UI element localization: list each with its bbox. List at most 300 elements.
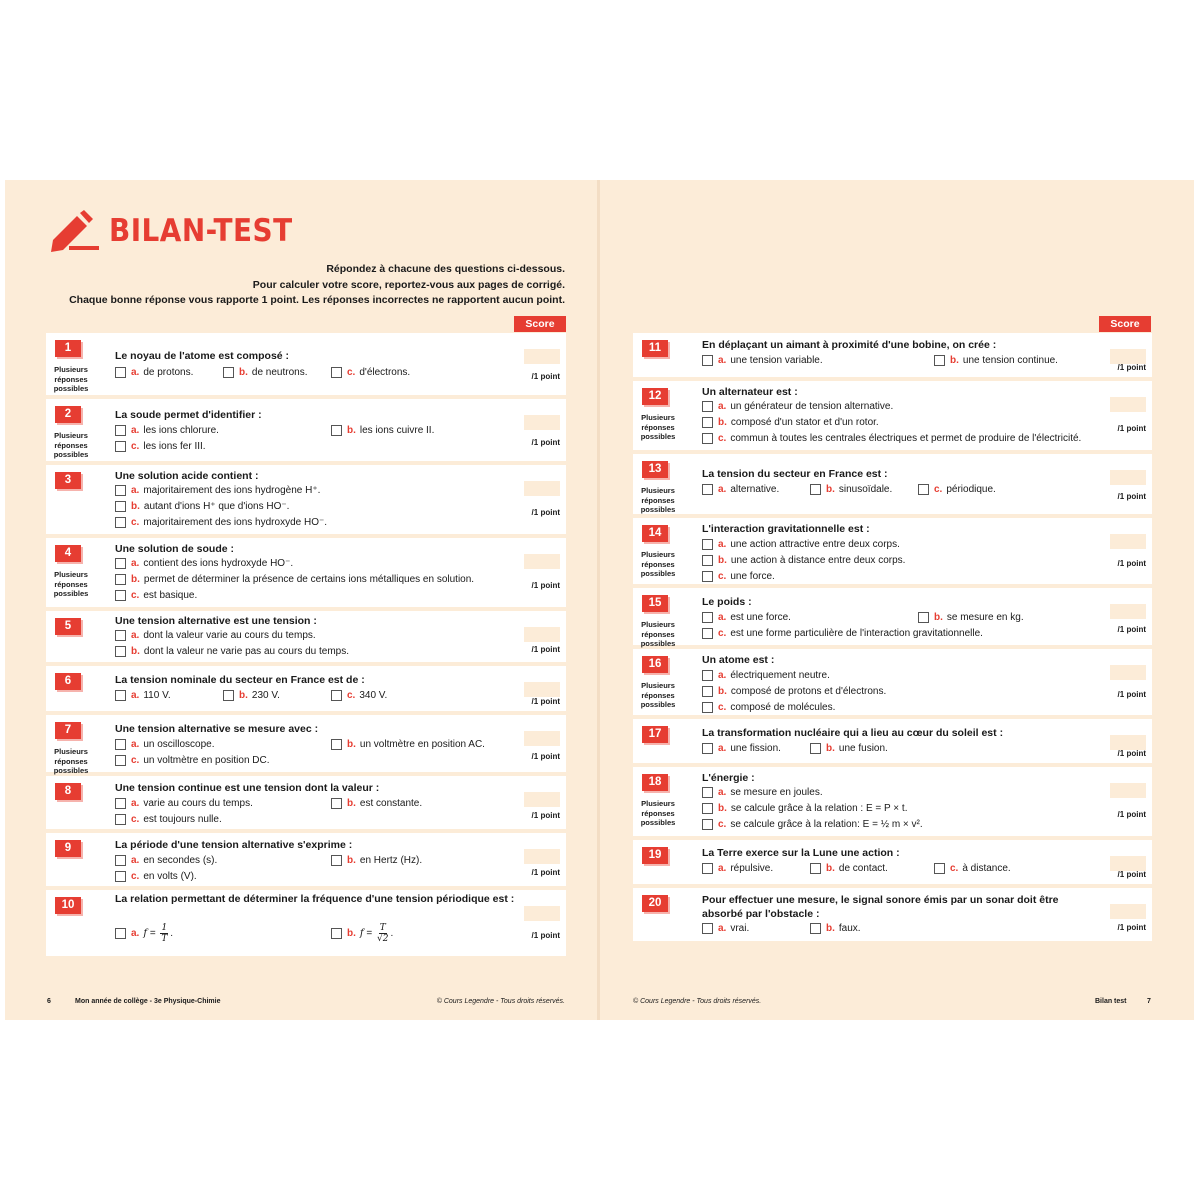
- answer-option: [115, 441, 206, 452]
- option-text: électriquement neutre.: [730, 670, 830, 681]
- answer-option: [115, 367, 193, 378]
- question-row: [633, 381, 1152, 450]
- answer-checkbox[interactable]: [934, 863, 945, 874]
- point-label: /1 point: [531, 810, 560, 820]
- answer-checkbox[interactable]: [115, 517, 126, 528]
- answer-option: [115, 923, 173, 944]
- point-label: /1 point: [531, 867, 560, 877]
- option-text: est toujours nulle.: [143, 814, 222, 825]
- instruction-line: Pour calculer votre score, reportez-vous aux pages de corrigé.: [252, 278, 565, 291]
- question-row: [46, 538, 566, 607]
- answer-option: [702, 401, 893, 412]
- option-text: à distance.: [962, 863, 1011, 874]
- question-text: La transformation nucléaire qui a lieu au cœur du soleil est :: [702, 727, 1004, 739]
- answer-option: [115, 501, 289, 512]
- option-text: dont la valeur ne varie pas au cours du temps.: [143, 646, 350, 657]
- answer-checkbox[interactable]: [810, 863, 821, 874]
- answer-option: [331, 855, 422, 866]
- option-letter: b.: [950, 355, 959, 366]
- option-text: les ions fer III.: [143, 441, 206, 452]
- question-number: 2: [55, 406, 81, 423]
- question-number: 8: [55, 783, 81, 800]
- question-text: La tension nominale du secteur en France est de :: [115, 674, 365, 686]
- answer-option: [115, 485, 320, 496]
- answer-option: [331, 739, 485, 750]
- multiple-answers-note: Plusieurs réponses possibles: [640, 550, 676, 578]
- question-row: [633, 454, 1152, 514]
- answer-option: [115, 814, 222, 825]
- point-label: /1 point: [531, 372, 560, 381]
- score-input-box[interactable]: [524, 554, 560, 569]
- answer-checkbox[interactable]: [115, 501, 126, 512]
- question-row: [46, 465, 566, 534]
- answer-option: [702, 355, 823, 366]
- answer-checkbox[interactable]: [115, 928, 126, 939]
- answer-option: [331, 690, 387, 701]
- option-text: une fission.: [730, 743, 781, 754]
- answer-option: [331, 367, 410, 378]
- multiple-answers-note: Plusieurs réponses possibles: [640, 413, 676, 441]
- option-text: en Hertz (Hz).: [359, 855, 423, 866]
- option-letter: a.: [718, 401, 727, 412]
- option-letter: b.: [239, 690, 248, 701]
- answer-checkbox[interactable]: [702, 355, 713, 366]
- answer-option: [331, 798, 422, 809]
- question-number: 18: [642, 774, 668, 791]
- answer-checkbox[interactable]: [115, 441, 126, 452]
- question-row: [46, 333, 566, 395]
- question-row: [46, 666, 566, 711]
- answer-checkbox[interactable]: [810, 923, 821, 934]
- score-input-box[interactable]: [1110, 665, 1146, 680]
- answer-option: [702, 628, 983, 639]
- question-number: 13: [642, 461, 668, 478]
- answer-option: [115, 558, 293, 569]
- page-title: BILAN-TEST: [109, 213, 293, 249]
- option-letter: b.: [718, 803, 727, 814]
- answer-checkbox[interactable]: [331, 367, 342, 378]
- option-letter: b.: [934, 612, 943, 623]
- answer-checkbox[interactable]: [702, 433, 713, 444]
- option-letter: c.: [934, 484, 943, 495]
- answer-checkbox[interactable]: [918, 484, 929, 495]
- answer-option: [115, 755, 270, 766]
- option-text: un voltmètre en position DC.: [143, 755, 270, 766]
- answer-checkbox[interactable]: [702, 686, 713, 697]
- answer-checkbox[interactable]: [115, 558, 126, 569]
- option-text: contient des ions hydroxyde HO⁻.: [143, 558, 294, 569]
- option-text: une tension variable.: [730, 355, 823, 366]
- score-input-box[interactable]: [1110, 904, 1146, 919]
- answer-checkbox[interactable]: [702, 819, 713, 830]
- question-number: 17: [642, 726, 668, 743]
- question-row: [633, 649, 1152, 715]
- answer-checkbox[interactable]: [115, 690, 126, 701]
- answer-checkbox[interactable]: [115, 798, 126, 809]
- answer-checkbox[interactable]: [115, 646, 126, 657]
- point-label: /1 point: [1117, 749, 1146, 758]
- option-letter: a.: [718, 484, 727, 495]
- answer-checkbox[interactable]: [702, 555, 713, 566]
- question-text: Une tension alternative se mesure avec :: [115, 723, 319, 735]
- point-label: /1 point: [1117, 559, 1146, 568]
- score-input-box[interactable]: [524, 849, 560, 864]
- score-input-box[interactable]: [524, 906, 560, 921]
- option-letter: c.: [347, 367, 356, 378]
- question-text: Le noyau de l'atome est composé :: [115, 350, 290, 362]
- option-text: de protons.: [143, 367, 194, 378]
- point-label: /1 point: [1117, 492, 1146, 501]
- question-number: 10: [55, 897, 81, 914]
- option-text: majoritairement des ions hydroxyde HO⁻.: [143, 517, 328, 528]
- question-text: Un alternateur est :: [702, 386, 798, 398]
- option-text: majoritairement des ions hydrogène H⁺.: [143, 485, 321, 496]
- option-text: d'électrons.: [359, 367, 411, 378]
- question-text: Une solution acide contient :: [115, 470, 259, 482]
- answer-checkbox[interactable]: [702, 539, 713, 550]
- score-input-box[interactable]: [1110, 534, 1146, 549]
- question-row: [633, 719, 1152, 763]
- question-number: 5: [55, 618, 81, 635]
- answer-checkbox[interactable]: [115, 855, 126, 866]
- answer-checkbox[interactable]: [702, 743, 713, 754]
- option-letter: a.: [718, 863, 727, 874]
- question-number: 12: [642, 388, 668, 405]
- answer-checkbox[interactable]: [702, 670, 713, 681]
- answer-option: [702, 670, 830, 681]
- option-text: se calcule grâce à la relation : E = P × t.: [730, 803, 908, 814]
- answer-checkbox[interactable]: [702, 803, 713, 814]
- option-letter: b.: [718, 686, 727, 697]
- option-letter: a.: [718, 539, 727, 550]
- point-label: /1 point: [1117, 809, 1146, 819]
- answer-option: [702, 433, 1081, 444]
- option-letter: c.: [347, 690, 356, 701]
- option-text: 110 V.: [143, 690, 171, 701]
- question-row: [633, 840, 1152, 884]
- option-text: est basique.: [143, 590, 198, 601]
- option-text: les ions cuivre II.: [359, 425, 435, 436]
- answer-option: [810, 743, 888, 754]
- point-label: /1 point: [531, 438, 560, 447]
- answer-option: [702, 819, 923, 830]
- question-row: [46, 399, 566, 461]
- question-row: [633, 588, 1152, 648]
- answer-checkbox[interactable]: [702, 401, 713, 412]
- option-text: une tension continue.: [962, 355, 1058, 366]
- option-letter: b.: [718, 417, 727, 428]
- score-input-box[interactable]: [524, 731, 560, 746]
- answer-option: [702, 923, 749, 934]
- question-row: [46, 776, 566, 829]
- option-letter: c.: [718, 702, 727, 713]
- answer-checkbox[interactable]: [702, 702, 713, 713]
- answer-checkbox[interactable]: [115, 367, 126, 378]
- question-text: Pour effectuer une mesure, le signal sonore émis par un sonar doit être absorbé par l'obstacle :: [702, 894, 1059, 920]
- score-input-box[interactable]: [1110, 735, 1146, 750]
- option-letter: b.: [131, 501, 140, 512]
- footer-page-number: 7: [1147, 998, 1151, 1005]
- answer-checkbox[interactable]: [115, 871, 126, 882]
- question-row: [46, 890, 566, 956]
- option-text: une action attractive entre deux corps.: [730, 539, 900, 550]
- multiple-answers-note: Plusieurs réponses possibles: [640, 486, 676, 514]
- option-text: autant d'ions H⁺ que d'ions HO⁻.: [143, 501, 290, 512]
- question-number: 19: [642, 847, 668, 864]
- option-letter: a.: [131, 690, 140, 701]
- option-letter: b.: [347, 425, 356, 436]
- option-text: commun à toutes les centrales électriques et permet de produire de l'électricité.: [730, 433, 1082, 444]
- answer-option: [702, 686, 886, 697]
- instruction-line: Répondez à chacune des questions ci-dessous.: [326, 263, 565, 275]
- multiple-answers-note: Plusieurs réponses possibles: [53, 365, 89, 393]
- option-text: se mesure en joules.: [730, 787, 823, 798]
- option-text: une fusion.: [838, 743, 888, 754]
- answer-option: [810, 484, 892, 495]
- point-label: /1 point: [1117, 870, 1146, 879]
- score-input-box[interactable]: [524, 792, 560, 807]
- option-text: est une forme particulière de l'interaction gravitationnelle.: [730, 628, 983, 639]
- answer-option: [702, 863, 773, 874]
- answer-checkbox[interactable]: [331, 425, 342, 436]
- question-text: La période d'une tension alternative s'exprime :: [115, 839, 353, 851]
- footer-copyright: © Cours Legendre - Tous droits réservés.: [633, 998, 762, 1005]
- answer-checkbox[interactable]: [934, 355, 945, 366]
- option-letter: c.: [131, 590, 140, 601]
- question-text: La tension du secteur en France est :: [702, 468, 888, 480]
- option-text: un générateur de tension alternative.: [730, 401, 894, 412]
- title-block: [47, 210, 313, 252]
- point-label: /1 point: [531, 931, 560, 940]
- answer-checkbox[interactable]: [810, 743, 821, 754]
- answer-checkbox[interactable]: [810, 484, 821, 495]
- score-input-box[interactable]: [524, 415, 560, 430]
- answer-option: [115, 739, 215, 750]
- instruction-line: Chaque bonne réponse vous rapporte 1 point. Les réponses incorrectes ne rapportent aucun point.: [69, 294, 565, 306]
- answer-option: [702, 539, 900, 550]
- option-text: se calcule grâce à la relation: E = ½ m × v².: [730, 819, 923, 830]
- question-row: [633, 333, 1152, 377]
- option-letter: a.: [718, 923, 727, 934]
- option-letter: a.: [131, 425, 140, 436]
- question-number: 14: [642, 525, 668, 542]
- question-number: 6: [55, 673, 81, 690]
- option-letter: a.: [718, 670, 727, 681]
- score-input-box[interactable]: [524, 627, 560, 642]
- answer-checkbox[interactable]: [918, 612, 929, 623]
- score-input-box[interactable]: [1110, 397, 1146, 412]
- multiple-answers-note: Plusieurs réponses possibles: [640, 681, 676, 709]
- question-row: [46, 611, 566, 662]
- option-letter: c.: [131, 441, 140, 452]
- question-text: La Terre exerce sur la Lune une action :: [702, 847, 900, 859]
- multiple-answers-note: Plusieurs réponses possibles: [640, 620, 676, 648]
- option-letter: a.: [718, 355, 727, 366]
- answer-checkbox[interactable]: [702, 923, 713, 934]
- answer-option: [115, 517, 327, 528]
- answer-option: [115, 425, 219, 436]
- option-letter: c.: [718, 571, 727, 582]
- score-input-box[interactable]: [524, 481, 560, 496]
- answer-option: [115, 798, 253, 809]
- answer-option: [810, 863, 888, 874]
- answer-option: [115, 590, 197, 601]
- answer-checkbox[interactable]: [115, 630, 126, 641]
- option-text: sinusoïdale.: [838, 484, 893, 495]
- option-text: dont la valeur varie au cours du temps.: [143, 630, 316, 641]
- answer-option: [115, 574, 474, 585]
- option-letter: a.: [131, 798, 140, 809]
- answer-checkbox[interactable]: [702, 612, 713, 623]
- option-letter: c.: [718, 628, 727, 639]
- score-input-box[interactable]: [1110, 470, 1146, 485]
- question-number: 11: [642, 340, 668, 357]
- score-input-box[interactable]: [1110, 604, 1146, 619]
- question-text: En déplaçant un aimant à proximité d'une bobine, on crée :: [702, 339, 997, 351]
- answer-checkbox[interactable]: [702, 571, 713, 582]
- option-letter: c.: [131, 814, 140, 825]
- point-label: /1 point: [1117, 922, 1146, 932]
- answer-checkbox[interactable]: [331, 855, 342, 866]
- answer-checkbox[interactable]: [115, 814, 126, 825]
- option-text: de neutrons.: [251, 367, 308, 378]
- question-text: La relation permettant de déterminer la fréquence d'une tension périodique est :: [115, 893, 515, 905]
- option-letter: a.: [718, 743, 727, 754]
- option-letter: c.: [131, 871, 140, 882]
- option-text: les ions chlorure.: [143, 425, 219, 436]
- point-label: /1 point: [1117, 363, 1146, 372]
- question-number: 7: [55, 722, 81, 739]
- point-label: /1 point: [531, 507, 560, 517]
- question-row: [46, 715, 566, 775]
- answer-option: [702, 571, 775, 582]
- answer-checkbox[interactable]: [702, 863, 713, 874]
- question-list-right: [633, 333, 1152, 945]
- option-letter: a.: [131, 928, 140, 939]
- option-text: une force.: [730, 571, 775, 582]
- answer-checkbox[interactable]: [115, 485, 126, 496]
- answer-option: [115, 690, 171, 701]
- question-text: L'interaction gravitationnelle est :: [702, 523, 870, 535]
- option-letter: a.: [131, 367, 140, 378]
- answer-option: [702, 743, 781, 754]
- question-number: 16: [642, 656, 668, 673]
- option-text: composé de molécules.: [730, 702, 836, 713]
- answer-checkbox[interactable]: [702, 628, 713, 639]
- option-letter: b.: [826, 743, 835, 754]
- answer-checkbox[interactable]: [115, 574, 126, 585]
- point-label: /1 point: [1117, 624, 1146, 634]
- option-letter: a.: [131, 739, 140, 750]
- option-text: se mesure en kg.: [946, 612, 1024, 623]
- answer-option: [331, 425, 434, 436]
- answer-checkbox[interactable]: [115, 590, 126, 601]
- score-tag: Score: [514, 316, 566, 332]
- option-text: en volts (V).: [143, 871, 197, 882]
- question-number: 4: [55, 545, 81, 562]
- answer-checkbox[interactable]: [223, 367, 234, 378]
- question-text: Le poids :: [702, 596, 752, 608]
- point-label: /1 point: [531, 751, 560, 761]
- option-letter: b.: [239, 367, 248, 378]
- score-input-box[interactable]: [1110, 349, 1146, 364]
- question-text: Une solution de soude :: [115, 543, 235, 555]
- answer-option: [115, 630, 316, 641]
- option-text: est une force.: [730, 612, 791, 623]
- answer-checkbox[interactable]: [702, 787, 713, 798]
- option-letter: c.: [131, 517, 140, 528]
- option-text: permet de déterminer la présence de certains ions métalliques en solution.: [143, 574, 475, 585]
- option-text: composé de protons et d'électrons.: [730, 686, 887, 697]
- score-input-box[interactable]: [1110, 783, 1146, 798]
- option-letter: b.: [826, 923, 835, 934]
- option-letter: b.: [347, 855, 356, 866]
- question-number: 9: [55, 840, 81, 857]
- score-tag: Score: [1099, 316, 1151, 332]
- answer-checkbox[interactable]: [702, 417, 713, 428]
- answer-checkbox[interactable]: [115, 425, 126, 436]
- footer-section: Bilan test: [1095, 998, 1127, 1005]
- option-text: de contact.: [838, 863, 888, 874]
- point-label: /1 point: [531, 696, 560, 706]
- answer-option: [223, 690, 280, 701]
- answer-option: [918, 612, 1024, 623]
- score-input-box[interactable]: [1110, 856, 1146, 871]
- answer-checkbox[interactable]: [115, 739, 126, 750]
- option-text: faux.: [838, 923, 861, 934]
- question-number: 15: [642, 595, 668, 612]
- score-input-box[interactable]: [524, 682, 560, 697]
- option-letter: a.: [718, 612, 727, 623]
- question-text: Une tension continue est une tension dont la valeur :: [115, 782, 380, 794]
- option-letter: a.: [131, 558, 140, 569]
- answer-checkbox[interactable]: [702, 484, 713, 495]
- point-label: /1 point: [1117, 423, 1146, 433]
- answer-checkbox[interactable]: [331, 928, 342, 939]
- option-text: f = $\frac{1}{T}$ .: [143, 923, 173, 944]
- option-letter: a.: [131, 855, 140, 866]
- option-letter: c.: [718, 433, 727, 444]
- option-text: un oscilloscope.: [143, 739, 215, 750]
- answer-checkbox[interactable]: [115, 755, 126, 766]
- question-text: Une tension alternative est une tension :: [115, 615, 317, 627]
- answer-checkbox[interactable]: [331, 798, 342, 809]
- score-input-box[interactable]: [524, 349, 560, 364]
- option-letter: c.: [718, 819, 727, 830]
- pencil-icon: [47, 210, 103, 252]
- answer-option: [702, 702, 835, 713]
- answer-option: [934, 355, 1058, 366]
- option-text: périodique.: [946, 484, 996, 495]
- question-number: 1: [55, 340, 81, 357]
- option-letter: b.: [826, 484, 835, 495]
- option-text: 230 V.: [251, 690, 280, 701]
- option-text: répulsive.: [730, 863, 774, 874]
- option-letter: b.: [826, 863, 835, 874]
- question-list-left: [46, 333, 566, 960]
- option-letter: a.: [718, 787, 727, 798]
- option-text: une action à distance entre deux corps.: [730, 555, 906, 566]
- option-letter: b.: [347, 798, 356, 809]
- answer-checkbox[interactable]: [223, 690, 234, 701]
- option-text: alternative.: [730, 484, 780, 495]
- right-page: [600, 180, 1194, 1020]
- answer-checkbox[interactable]: [331, 739, 342, 750]
- answer-option: [702, 787, 823, 798]
- answer-checkbox[interactable]: [331, 690, 342, 701]
- answer-option: [702, 555, 905, 566]
- option-letter: c.: [950, 863, 959, 874]
